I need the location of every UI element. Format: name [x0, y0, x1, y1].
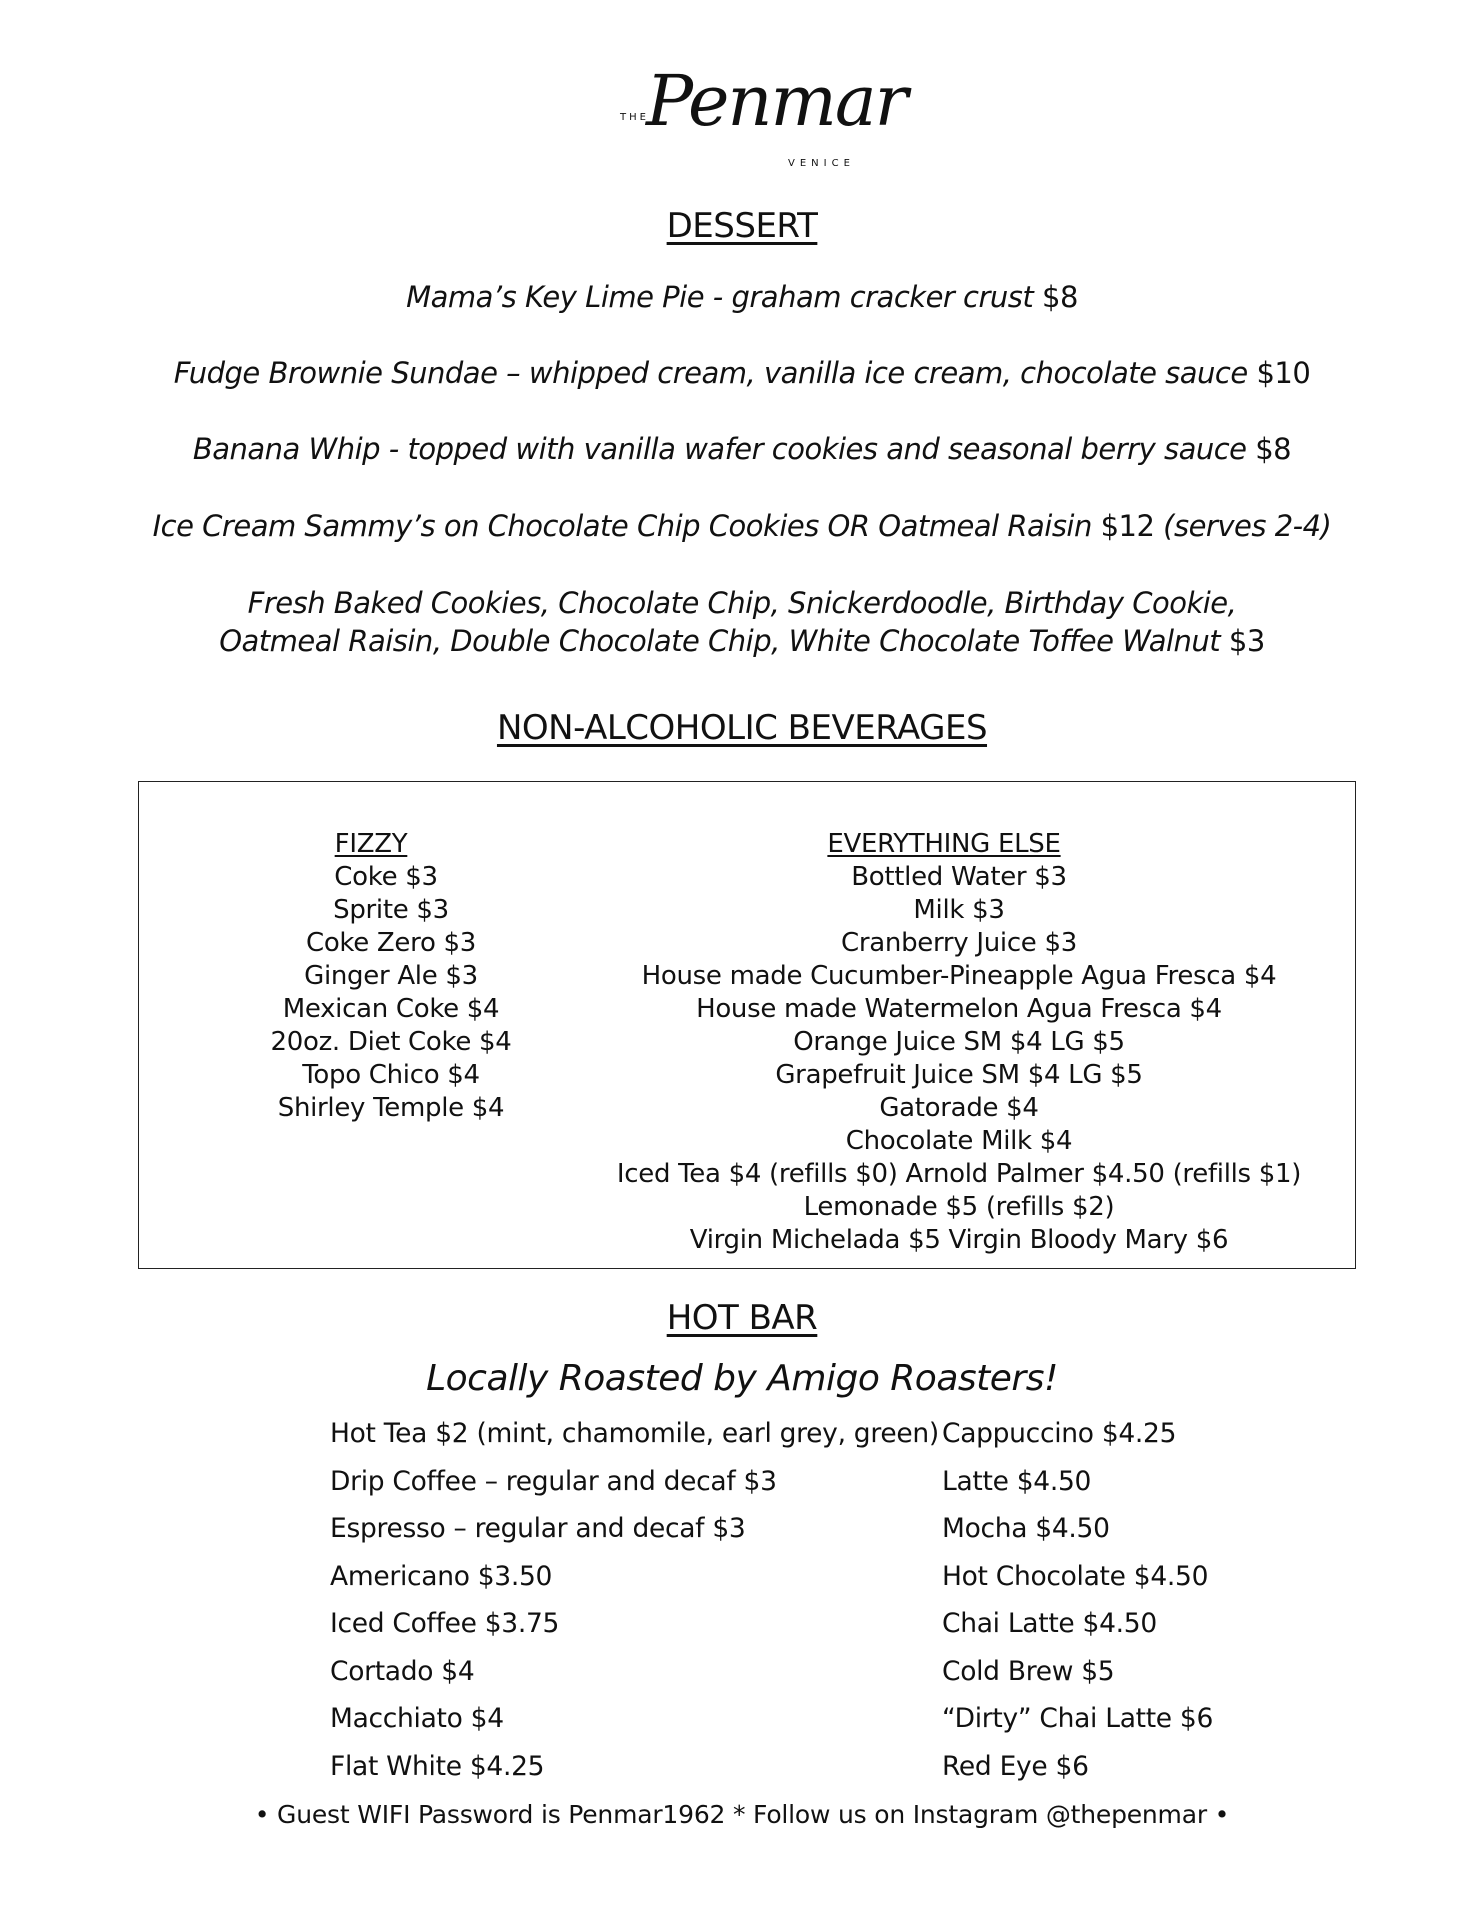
list-item: Shirley Temple $4 [277, 1093, 505, 1123]
dessert-cookies-line-1: Fresh Baked Cookies, Chocolate Chip, Snickerdoodle, Birthday Cookie, [247, 586, 1237, 620]
dessert-cookies-line-2 [0, 624, 1484, 658]
dessert-item-text: Mama’s Key Lime Pie - graham cracker crust [406, 280, 1034, 314]
hot-bar-title: HOT BAR [666, 1298, 818, 1338]
list-item: Hot Chocolate $4.50 [942, 1560, 1209, 1592]
dessert-item-price: $8 [1042, 280, 1078, 314]
list-item: Coke $3 [334, 862, 438, 892]
dessert-item-price: $8 [1255, 432, 1292, 466]
dessert-item-text: Ice Cream Sammy’s on Chocolate Chip Cookies OR Oatmeal Raisin [152, 509, 1092, 543]
list-item: Lemonade $5 (refills $2) [803, 1192, 1115, 1222]
list-item: Espresso – regular and decaf $3 [330, 1513, 746, 1544]
list-item: Mocha $4.50 [942, 1513, 1110, 1544]
dessert-title: DESSERT [666, 206, 818, 246]
fizzy-heading: FIZZY [334, 829, 408, 859]
list-item: House made Watermelon Agua Fresca $4 [696, 994, 1222, 1024]
list-item: Sprite $3 [333, 895, 449, 925]
list-item: Grapefruit Juice SM $4 LG $5 [775, 1060, 1143, 1090]
list-item: Cold Brew $5 [942, 1655, 1115, 1687]
logo-the: THE [620, 112, 649, 123]
list-item: Chai Latte $4.50 [942, 1608, 1157, 1639]
logo-venice: VENICE [788, 158, 855, 169]
list-item: Hot Tea $2 (mint, chamomile, earl grey, green) [330, 1418, 939, 1449]
list-item: Orange Juice SM $4 LG $5 [793, 1027, 1125, 1057]
list-item: Iced Tea $4 (refills $0) Arnold Palmer $4.50 (refills $1) [616, 1159, 1302, 1189]
beverages-box [138, 781, 1356, 1269]
list-item: Macchiato $4 [330, 1703, 504, 1734]
beverages-title: NON-ALCOHOLIC BEVERAGES [496, 708, 988, 748]
list-item: Red Eye $6 [942, 1750, 1089, 1782]
dessert-cookies-price: $3 [1228, 624, 1265, 658]
penmar-logo [612, 60, 907, 176]
dessert-item-price: $12 [1100, 509, 1155, 543]
hot-bar-right-column [942, 1410, 1302, 1790]
dessert-cookies-text: Oatmeal Raisin, Double Chocolate Chip, White Chocolate Toffee Walnut [219, 624, 1221, 658]
list-item: “Dirty” Chai Latte $6 [942, 1703, 1214, 1734]
dessert-item-key-lime-pie [0, 280, 1484, 314]
dessert-item-banana-whip [0, 432, 1484, 466]
hot-bar-subtitle: Locally Roasted by Amigo Roasters! [426, 1358, 1058, 1399]
list-item: Drip Coffee – regular and decaf $3 [330, 1465, 777, 1497]
dessert-item-ice-cream-sammys [0, 509, 1484, 543]
list-item: Mexican Coke $4 [282, 994, 500, 1024]
logo-name: Penmar [646, 60, 907, 142]
list-item: Flat White $4.25 [330, 1750, 545, 1782]
list-item: House made Cucumber-Pineapple Agua Fresca $4 [641, 961, 1277, 991]
everything-else-column [589, 828, 1329, 1257]
footer-wifi-instagram: • Guest WIFI Password is Penmar1962 * Follow us on Instagram @thepenmar • [254, 1800, 1230, 1829]
list-item: Topo Chico $4 [302, 1060, 480, 1090]
list-item: Ginger Ale $3 [304, 961, 478, 991]
fizzy-column [251, 828, 531, 1125]
dessert-item-price: $10 [1256, 356, 1311, 390]
dessert-item-fudge-brownie-sundae [0, 356, 1484, 390]
list-item: Americano $3.50 [330, 1560, 553, 1592]
list-item: Virgin Michelada $5 Virgin Bloody Mary $6 [689, 1225, 1229, 1255]
list-item: Cortado $4 [330, 1655, 475, 1687]
list-item: Iced Coffee $3.75 [330, 1608, 560, 1639]
dessert-item-text: Fudge Brownie Sundae – whipped cream, vanilla ice cream, chocolate sauce [173, 356, 1248, 390]
everything-else-heading: EVERYTHING ELSE [827, 829, 1061, 859]
list-item: 20oz. Diet Coke $4 [270, 1027, 512, 1057]
list-item: Bottled Water $3 [851, 862, 1067, 892]
list-item: Cappuccino $4.25 [942, 1418, 1177, 1449]
list-item: Latte $4.50 [942, 1465, 1092, 1497]
hot-bar-left-column [330, 1410, 940, 1790]
dessert-item-text: Banana Whip - topped with vanilla wafer cookies and seasonal berry sauce [192, 432, 1247, 466]
dessert-item-suffix: (serves 2-4) [1163, 509, 1332, 543]
list-item: Chocolate Milk $4 [845, 1126, 1073, 1156]
list-item: Cranberry Juice $3 [841, 928, 1077, 958]
list-item: Gatorade $4 [879, 1093, 1039, 1123]
list-item: Milk $3 [913, 895, 1005, 925]
list-item: Coke Zero $3 [305, 928, 477, 958]
